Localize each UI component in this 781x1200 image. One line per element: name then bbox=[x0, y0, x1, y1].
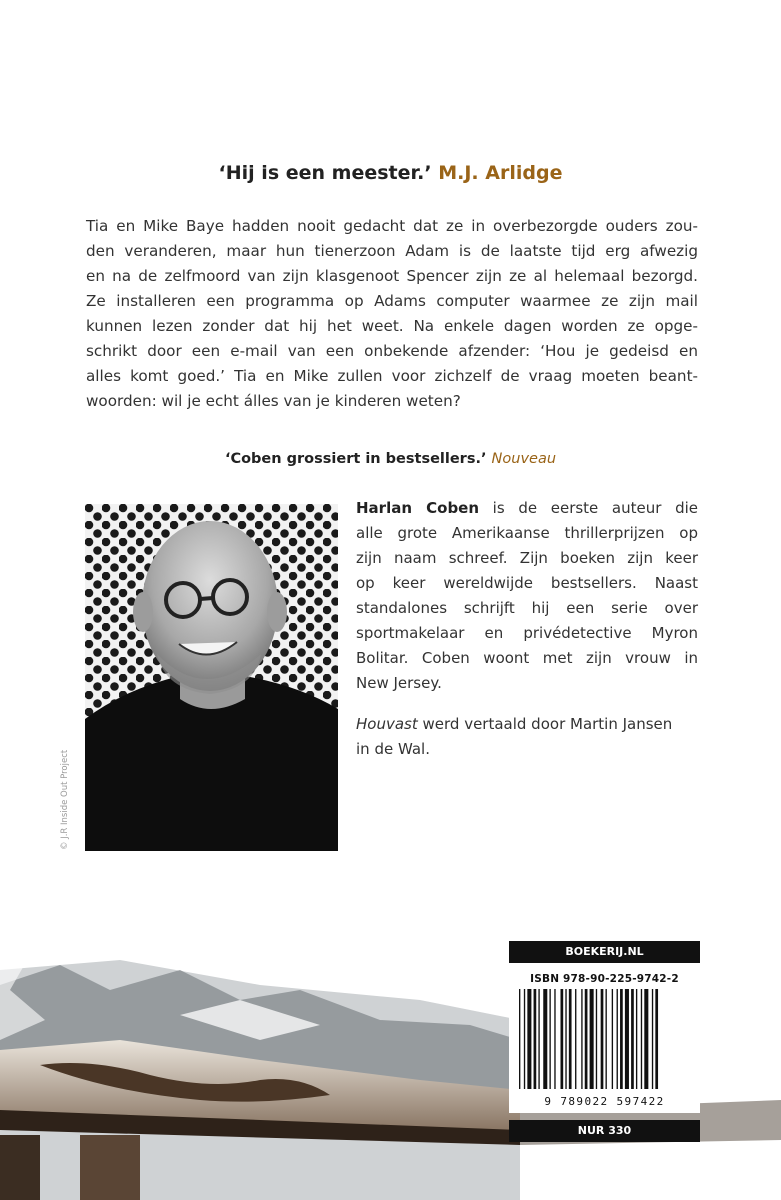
author-bio bbox=[356, 496, 698, 778]
author-name: Harlan Coben bbox=[356, 499, 480, 517]
author-bio-line: alle grote Amerikaanse thrillerprijzen op bbox=[356, 524, 698, 542]
synopsis-line: Tia en Mike Baye hadden nooit gedacht dat ze in overbezorgde ouders zou- bbox=[86, 217, 698, 235]
top-quote bbox=[0, 162, 781, 184]
synopsis-line: schrikt door een e-mail van een onbekende afzender: ‘Hou je gedeisd en bbox=[86, 342, 698, 360]
synopsis-line: Ze installeren een programma op Adams computer waarmee ze zijn mail bbox=[86, 292, 698, 310]
press-quote-text: ‘Coben grossiert in bestsellers.’ bbox=[224, 451, 487, 467]
press-quote-source: Nouveau bbox=[491, 451, 557, 467]
synopsis-line: en na de zelfmoord van zijn klasgenoot Spencer zijn ze al helemaal bezorgd. bbox=[86, 267, 698, 285]
isbn: ISBN 978-90-225-9742-2 bbox=[530, 973, 679, 985]
nur-code: NUR 330 bbox=[509, 1120, 700, 1142]
synopsis-line: alles komt goed.’ Tia en Mike zullen voor zichzelf de vraag moeten beant- bbox=[86, 367, 698, 385]
author-bio-text: is de eerste auteur die bbox=[479, 499, 698, 517]
synopsis-line: den veranderen, maar hun tienerzoon Adam is de laatste tijd erg afwezig bbox=[86, 242, 698, 260]
photo-credit: © J.R Inside Out Project bbox=[60, 749, 70, 850]
author-bio-line bbox=[356, 496, 698, 521]
press-quote bbox=[0, 451, 781, 467]
barcode-panel bbox=[509, 941, 700, 1142]
author-bio-line: op keer wereldwijde bestsellers. Naast bbox=[356, 574, 698, 592]
author-bio-line: standalones schrijft hij een serie over bbox=[356, 599, 698, 617]
author-bio-line: Bolitar. Coben woont met zijn vrouw in bbox=[356, 649, 698, 667]
author-bio-line: zijn naam schreef. Zijn boeken zijn keer bbox=[356, 549, 698, 567]
top-quote-text: ‘Hij is een meester.’ bbox=[218, 162, 432, 184]
translation-title: Houvast bbox=[356, 715, 418, 733]
translation-line bbox=[356, 712, 698, 737]
translation-text: werd vertaald door Martin Jansen bbox=[417, 715, 673, 733]
synopsis bbox=[86, 214, 698, 414]
publisher-site: BOEKERIJ.NL bbox=[509, 941, 700, 963]
top-quote-source: M.J. Arlidge bbox=[438, 162, 563, 184]
author-bio-line: sportmakelaar en privédetective Myron bbox=[356, 624, 698, 642]
barcode-image bbox=[517, 989, 692, 1093]
author-photo bbox=[85, 504, 338, 851]
author-portrait-image bbox=[85, 504, 338, 851]
synopsis-line: woorden: wil je echt álles van je kinderen weten? bbox=[86, 392, 461, 410]
barcode-digits: 9 789022 597422 bbox=[544, 1095, 665, 1108]
translation-line: in de Wal. bbox=[356, 740, 430, 758]
barcode-area bbox=[509, 969, 700, 1113]
synopsis-line: kunnen lezen zonder dat hij het weet. Na enkele dagen worden ze opge- bbox=[86, 317, 698, 335]
author-bio-line: New Jersey. bbox=[356, 674, 442, 692]
